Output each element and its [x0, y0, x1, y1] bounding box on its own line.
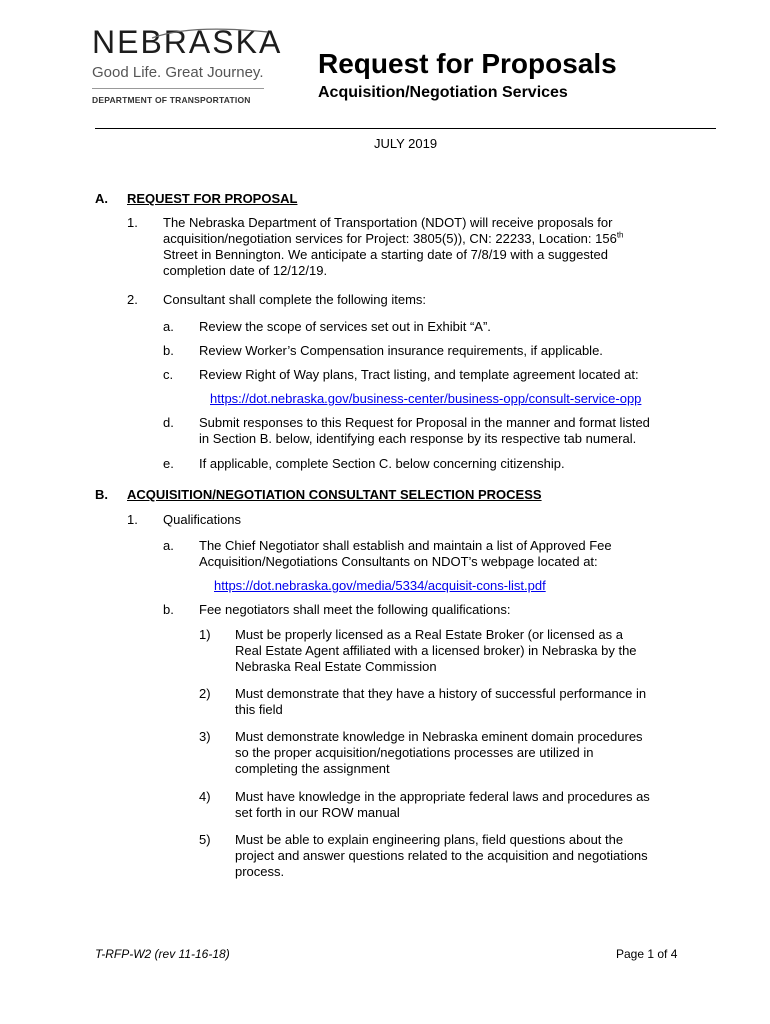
qualification-line: Nebraska Real Estate Commission — [235, 659, 437, 674]
section-a-letter: A. — [95, 191, 108, 206]
superscript: th — [616, 230, 624, 240]
paragraph-line: Qualifications — [163, 512, 242, 527]
qualification-line: this field — [235, 702, 283, 717]
list-label: a. — [163, 538, 174, 553]
list-item: Acquisition/Negotiations Consultants on NDOT’s webpage located at: — [199, 554, 598, 569]
paragraph-line: Consultant shall complete the following items: — [163, 292, 427, 307]
consultant-list-link[interactable]: https://dot.nebraska.gov/media/5334/acquisit-cons-list.pdf — [214, 578, 546, 593]
list-label: a. — [163, 319, 174, 334]
form-id: T-RFP-W2 (rev 11-16-18) — [95, 947, 230, 961]
section-b-letter: B. — [95, 487, 108, 502]
qualification-number: 3) — [199, 729, 211, 744]
list-label: d. — [163, 415, 174, 430]
page-title: Request for Proposals — [318, 48, 617, 79]
item-number: 1. — [127, 215, 138, 230]
item-number: 1. — [127, 512, 138, 527]
qualification-line: process. — [235, 864, 285, 879]
qualification-line: project and answer questions related to the acquisition and negotiations — [235, 848, 648, 863]
qualification-number: 4) — [199, 789, 211, 804]
qualification-line: Must be properly licensed as a Real Estate Broker (or licensed as a — [235, 627, 624, 642]
list-item: If applicable, complete Section C. below concerning citizenship. — [199, 456, 565, 471]
logo-divider — [92, 88, 264, 89]
paragraph-line: Street in Bennington. We anticipate a starting date of 7/8/19 with a suggested — [163, 247, 608, 262]
qualification-line: so the proper acquisition/negotiations processes are utilized in — [235, 745, 594, 760]
item-number: 2. — [127, 292, 138, 307]
list-item: Submit responses to this Request for Proposal in the manner and format listed — [199, 415, 650, 430]
logo-tagline: Good Life. Great Journey. — [92, 64, 264, 81]
document-date: JULY 2019 — [373, 136, 438, 151]
logo-swoosh-icon — [150, 26, 270, 40]
paragraph-line: acquisition/negotiation services for Project: 3805(5)), CN: 22233, Location: 156th — [163, 230, 624, 246]
list-item: Review Worker’s Compensation insurance requirements, if applicable. — [199, 343, 603, 358]
qualification-number: 5) — [199, 832, 211, 847]
list-item: The Chief Negotiator shall establish and maintain a list of Approved Fee — [199, 538, 612, 553]
list-label: c. — [163, 367, 174, 382]
header-divider — [95, 128, 716, 129]
qualification-line: Must demonstrate knowledge in Nebraska eminent domain procedures — [235, 729, 643, 744]
logo-department: DEPARTMENT OF TRANSPORTATION — [92, 95, 251, 105]
qualification-number: 2) — [199, 686, 211, 701]
qualification-line: Real Estate Agent affiliated with a licensed broker) in Nebraska by the — [235, 643, 637, 658]
list-item: Review Right of Way plans, Tract listing, and template agreement located at: — [199, 367, 639, 382]
qualification-line: Must have knowledge in the appropriate federal laws and procedures as — [235, 789, 650, 804]
section-b-title: ACQUISITION/NEGOTIATION CONSULTANT SELECTION PROCESS — [127, 487, 542, 502]
qualification-line: Must be able to explain engineering plans, field questions about the — [235, 832, 624, 847]
list-item: Fee negotiators shall meet the following qualifications: — [199, 602, 511, 617]
page-number: Page 1 of 4 — [616, 947, 678, 961]
paragraph-line: completion date of 12/12/19. — [163, 263, 328, 278]
qualification-line: set forth in our ROW manual — [235, 805, 400, 820]
page-subtitle: Acquisition/Negotiation Services — [318, 84, 568, 101]
list-item: Review the scope of services set out in Exhibit “A”. — [199, 319, 491, 334]
list-item: in Section B. below, identifying each response by its respective tab numeral. — [199, 431, 637, 446]
section-a-title: REQUEST FOR PROPOSAL — [127, 191, 298, 206]
logo-wordmark: NEBRASKA — [92, 24, 283, 60]
list-label: e. — [163, 456, 174, 471]
qualification-number: 1) — [199, 627, 211, 642]
list-label: b. — [163, 602, 174, 617]
paragraph-line: The Nebraska Department of Transportation (NDOT) will receive proposals for — [163, 215, 613, 230]
list-label: b. — [163, 343, 174, 358]
qualification-line: Must demonstrate that they have a history of successful performance in — [235, 686, 647, 701]
consult-service-link[interactable]: https://dot.nebraska.gov/business-center/business-opp/consult-service-opp — [210, 391, 642, 406]
qualification-line: completing the assignment — [235, 761, 390, 776]
